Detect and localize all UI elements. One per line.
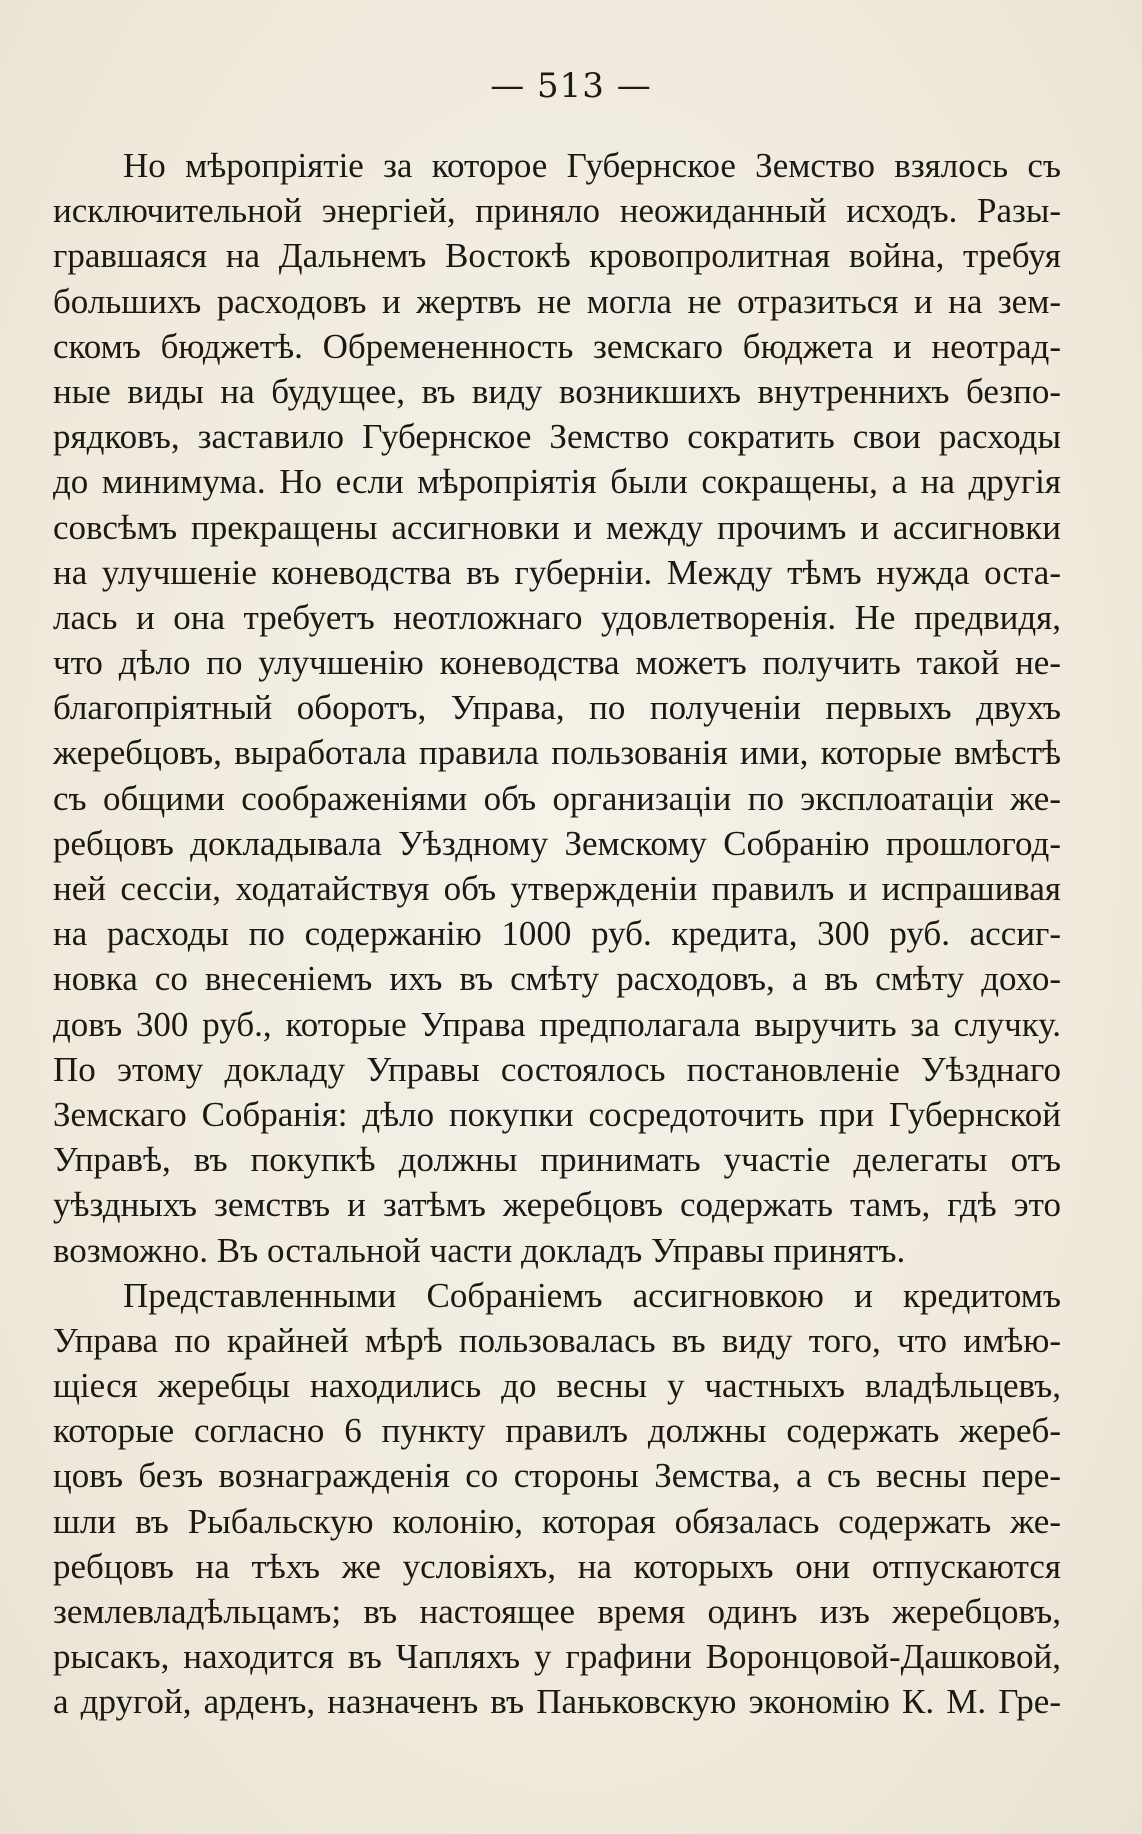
- text-line: возможно. Въ остальной части докладъ Управы принятъ.: [53, 1230, 906, 1270]
- text-line: Управѣ, въ покупкѣ должны принимать участіе делегаты отъ: [53, 1140, 1061, 1180]
- text-line: гравшаяся на Дальнемъ Востокѣ кровопролитная война, требуя: [53, 236, 1061, 276]
- text-line: ней сессіи, ходатайствуя объ утвержденіи правилъ и испрашивая: [53, 869, 1061, 908]
- text-line: По этому докладу Управы состоялось постановленіе Уѣзднаго: [53, 1049, 1061, 1089]
- text-line: совсѣмъ прекращены ассигновки и между прочимъ и ассигновки: [53, 507, 1061, 547]
- text-line: довъ 300 руб., которые Управа предполагала выручить за случку.: [53, 1004, 1061, 1044]
- text-line: благопріятный оборотъ, Управа, по полученіи первыхъ двухъ: [53, 688, 1061, 728]
- text-line: до минимума. Но если мѣропріятія были сокращены, а на другія: [53, 462, 1061, 502]
- text-line: на улучшеніе коневодства въ губерніи. Между тѣмъ нужда оста-: [53, 552, 1061, 592]
- text-line: новка со внесеніемъ ихъ въ смѣту расходовъ, а въ смѣту дохо-: [53, 959, 1061, 999]
- text-line: на расходы по содержанію 1000 руб. кредита, 300 руб. ассиг-: [53, 914, 1061, 954]
- paragraph-2: [53, 1273, 1061, 1725]
- text-line: съ общими соображеніями объ организаціи по эксплоатаціи же-: [53, 778, 1061, 818]
- text-line: рядковъ, заставило Губернское Земство сократить свои расходы: [53, 417, 1061, 457]
- text-line: исключительной энергіей, приняло неожиданный исходъ. Разы-: [53, 191, 1061, 231]
- text-line: а другой, арденъ, назначенъ въ Паньковскую экономію К. М. Гре-: [53, 1682, 1061, 1722]
- text-line: Представленными Собраніемъ ассигновкою и кредитомъ: [123, 1275, 1061, 1315]
- text-line: что дѣло по улучшенію коневодства можетъ получить такой не-: [53, 643, 1061, 683]
- text-line: лась и она требуетъ неотложнаго удовлетворенія. Не предвидя,: [53, 597, 1061, 637]
- text-line: щіеся жеребцы находились до весны у частныхъ владѣльцевъ,: [53, 1366, 1061, 1406]
- text-line: уѣздныхъ земствъ и затѣмъ жеребцовъ содержать тамъ, гдѣ это: [53, 1185, 1061, 1225]
- text-line: Управа по крайней мѣрѣ пользовалась въ виду того, что имѣю-: [53, 1320, 1061, 1360]
- text-line: жеребцовъ, выработала правила пользованія ими, которые вмѣстѣ: [53, 733, 1061, 773]
- text-line: большихъ расходовъ и жертвъ не могла не отразиться и на зем-: [53, 281, 1061, 321]
- text-line: рысакъ, находится въ Чапляхъ у графини Воронцовой-Дашковой,: [53, 1637, 1061, 1677]
- text-line: Но мѣропріятіе за которое Губернское Земство взялось съ: [123, 146, 1061, 185]
- body-text: [53, 143, 1061, 1725]
- text-line: шли въ Рыбальскую колонію, которая обязалась содержать же-: [53, 1501, 1061, 1541]
- text-line: ные виды на будущее, въ виду возникшихъ внутреннихъ безпо-: [53, 371, 1061, 411]
- text-line: землевладѣльцамъ; въ настоящее время одинъ изъ жеребцовъ,: [53, 1592, 1061, 1631]
- text-line: ребцовъ докладывала Уѣздному Земскому Собранію прошлогод-: [53, 823, 1061, 863]
- text-line: скомъ бюджетѣ. Обремененность земскаго бюджета и неотрад-: [53, 326, 1061, 366]
- text-line: цовъ безъ вознагражденія со стороны Земства, а съ весны пере-: [53, 1456, 1061, 1496]
- text-line: Земскаго Собранія: дѣло покупки сосредоточить при Губернской: [53, 1094, 1061, 1134]
- page-number: — 513 —: [490, 66, 652, 106]
- text-line: которые согласно 6 пункту правилъ должны содержать жереб-: [53, 1411, 1061, 1451]
- paragraph-1: [53, 143, 1061, 1273]
- text-line: ребцовъ на тѣхъ же условіяхъ, на которыхъ они отпускаются: [53, 1546, 1061, 1586]
